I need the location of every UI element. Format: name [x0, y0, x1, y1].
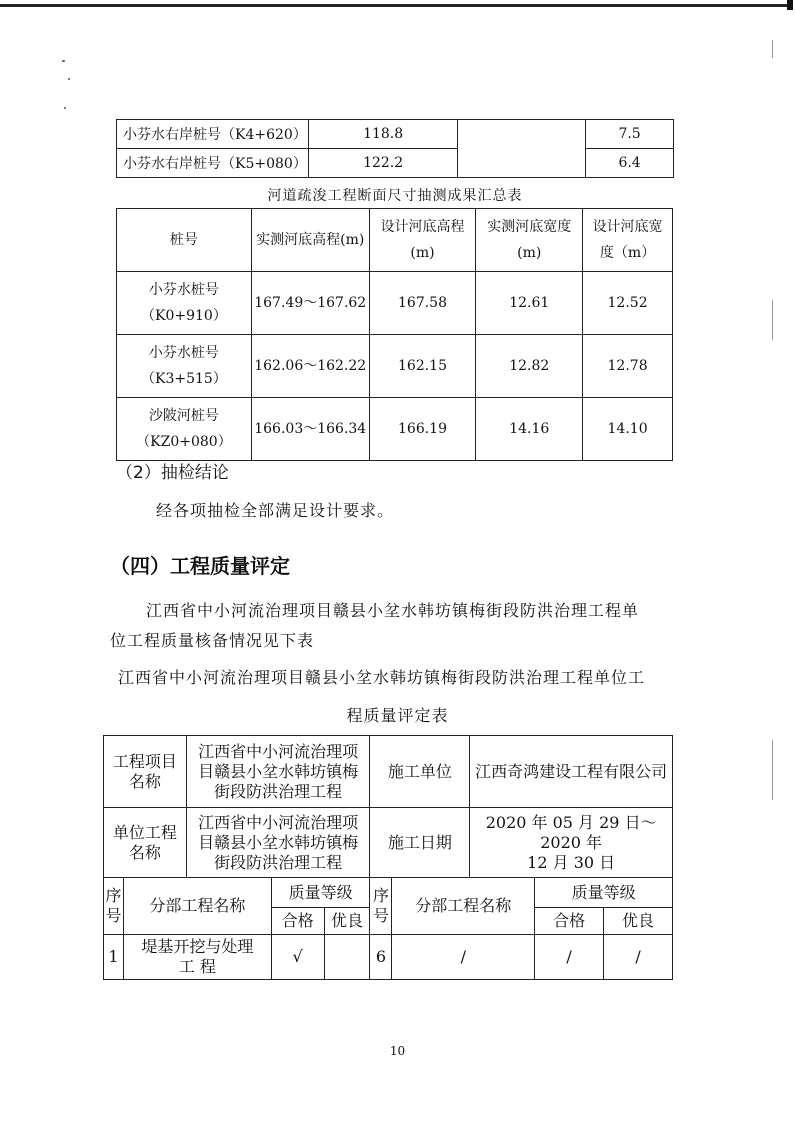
table-cell: /: [392, 935, 535, 980]
section-heading: （四）工程质量评定: [110, 554, 290, 578]
scan-speck: [68, 78, 70, 80]
header-line: (m): [517, 245, 542, 261]
stake-name: 小芬水桩号: [148, 345, 219, 361]
value-line: 江西省中小河流治理项: [198, 812, 359, 832]
table-cell: 167.49～167.62: [251, 272, 369, 335]
table-cell: 14.10: [583, 398, 673, 461]
header-line: 实测河底宽度: [487, 219, 572, 235]
table-cell: 6.4: [586, 149, 674, 178]
paragraph-line: 位工程质量核备情况见下表: [110, 631, 315, 650]
table-cell: [117, 398, 252, 461]
table-cell: 12.52: [583, 272, 673, 335]
stake-number: （KZ0+080）: [136, 434, 232, 450]
table-title-line: 江西省中小河流治理项目赣县小坌水韩坊镇梅街段防洪治理工程单位工: [118, 668, 646, 687]
table-cell: 优良: [324, 908, 370, 935]
stake-number: （K0+910）: [141, 308, 227, 324]
label-line: 序: [372, 886, 389, 905]
header-line: 设计河底高程: [380, 219, 465, 235]
label-line: 名称: [128, 771, 161, 791]
table-cell: [117, 335, 252, 398]
table-cell: 14.16: [476, 398, 583, 461]
table-cell: 分部工程名称: [392, 878, 535, 935]
label-line: 名称: [128, 842, 161, 862]
table-row: [117, 272, 673, 335]
value-line: 街段防洪治理工程: [214, 781, 343, 801]
table-cell: [104, 878, 124, 935]
table-cell: [186, 736, 370, 808]
table-cell: 162.06～162.22: [251, 335, 369, 398]
table-cell: 质量等级: [271, 878, 370, 908]
header-line: 度（m）: [599, 245, 656, 261]
table-cell: 质量等级: [535, 878, 673, 908]
table-cell: 6: [370, 935, 392, 980]
table-cell: 小芬水右岸桩号（K5+080）: [117, 149, 309, 178]
conclusion-heading: （2）抽检结论: [116, 463, 229, 483]
label-line: 号: [105, 906, 122, 925]
scan-speck: [62, 60, 65, 62]
table-cell: [123, 935, 271, 980]
table-cell: √: [271, 935, 324, 980]
table-row: [117, 149, 674, 178]
table-cell: [470, 808, 673, 878]
value-line: 2020 年 05 月 29 日～2020 年: [485, 812, 657, 852]
table-row: [104, 736, 673, 808]
table-cell: 施工单位: [370, 736, 470, 808]
top-rule-end: [787, 0, 793, 10]
table-cell: [458, 120, 586, 178]
table-row: [104, 878, 673, 908]
label-line: 单位工程: [112, 822, 177, 842]
table-cell: 12.82: [476, 335, 583, 398]
table-cell: 施工日期: [370, 808, 470, 878]
table-cell: 合格: [271, 908, 324, 935]
page-number: 10: [389, 1044, 406, 1058]
table-row: [117, 120, 674, 149]
table-continued: [116, 119, 674, 178]
table-cell: 优良: [604, 908, 673, 935]
table-cell: /: [535, 935, 604, 980]
table-cell: 12.78: [583, 335, 673, 398]
value-line: 目赣县小坌水韩坊镇梅: [198, 761, 359, 781]
table-cell: 合格: [535, 908, 604, 935]
table-cell: 江西奇鸿建设工程有限公司: [470, 736, 673, 808]
table-cell: 122.2: [308, 149, 458, 178]
table-row: [117, 335, 673, 398]
table-cell: 166.19: [369, 398, 476, 461]
value-line: 12 月 30 日: [527, 852, 616, 872]
label-line: 序: [105, 886, 122, 905]
conclusion-text: 经各项抽检全部满足设计要求。: [156, 501, 395, 520]
table-cell: [324, 935, 370, 980]
name-line: 堤基开挖与处理: [141, 937, 254, 956]
table-cell: 167.58: [369, 272, 476, 335]
table-row: [117, 398, 673, 461]
table-cell: 7.5: [586, 120, 674, 149]
header-cell: [369, 209, 476, 272]
edge-mark: [772, 40, 773, 58]
table-cell: [104, 808, 187, 878]
table-row: [104, 808, 673, 878]
table-title-line: 程质量评定表: [346, 706, 449, 725]
table-cell: 118.8: [308, 120, 458, 149]
table-row: [104, 935, 673, 980]
header-line: 设计河底宽: [592, 219, 663, 235]
top-rule: [0, 4, 790, 7]
table-cell: 162.15: [369, 335, 476, 398]
stake-number: （K3+515）: [141, 371, 227, 387]
header-cell: 实测河底高程(m): [251, 209, 369, 272]
header-cell: [476, 209, 583, 272]
table-cell: 12.61: [476, 272, 583, 335]
table-cell: [186, 808, 370, 878]
table-cell: /: [604, 935, 673, 980]
label-line: 工程项目: [112, 751, 177, 771]
edge-mark: [772, 740, 773, 800]
value-line: 江西省中小河流治理项: [198, 741, 359, 761]
header-cell: [583, 209, 673, 272]
table-cell: 小芬水右岸桩号（K4+620）: [117, 120, 309, 149]
stake-name: 小芬水桩号: [148, 282, 219, 298]
label-line: 号: [372, 906, 389, 925]
table-header-row: [117, 209, 673, 272]
value-line: 目赣县小坌水韩坊镇梅: [198, 832, 359, 852]
dredging-section-table: [116, 208, 673, 461]
table-cell: 166.03～166.34: [251, 398, 369, 461]
table-cell: 分部工程名称: [123, 878, 271, 935]
value-line: 街段防洪治理工程: [214, 852, 343, 872]
header-cell: 桩号: [117, 209, 252, 272]
table-cell: 1: [104, 935, 124, 980]
paragraph-line: 江西省中小河流治理项目赣县小坌水韩坊镇梅街段防洪治理工程单: [146, 601, 640, 620]
edge-mark: [772, 300, 773, 340]
table-cell: [117, 272, 252, 335]
quality-assessment-table: [103, 735, 673, 980]
stake-name: 沙陂河桩号: [148, 408, 219, 424]
table-cell: [104, 736, 187, 808]
table-cell: [370, 878, 392, 935]
name-line: 工 程: [178, 957, 216, 976]
scan-speck: [64, 107, 66, 109]
header-line: (m): [410, 245, 435, 261]
table-caption: 河道疏浚工程断面尺寸抽测成果汇总表: [267, 188, 523, 204]
